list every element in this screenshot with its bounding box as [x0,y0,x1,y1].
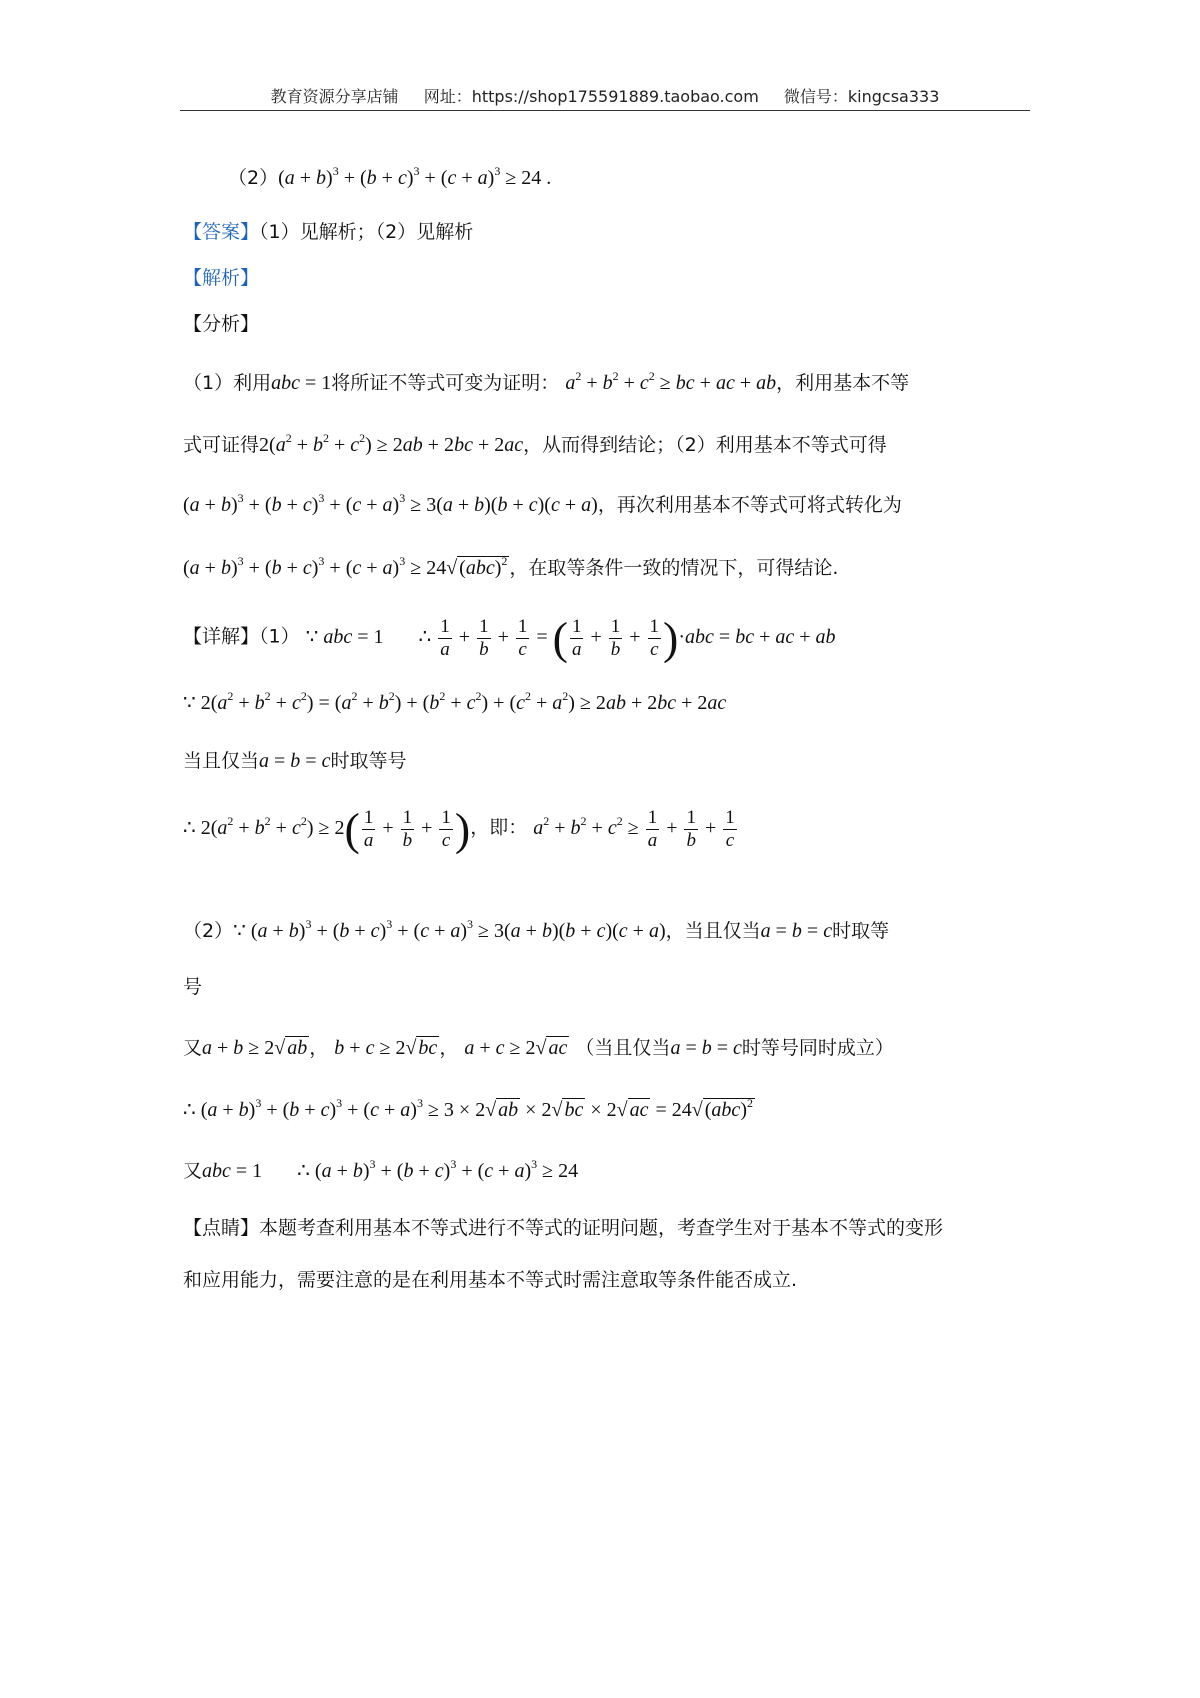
fenxi-line4: $(a + b)^3 + (b + c)^3 + (c + a)^3 \ge 24√$ (abc)$^2$ ，在取等条件一致的情况下，可得结论. [183,554,839,579]
detail-text: ，当且仅当 [665,920,761,942]
detail-text: 又 [183,1160,203,1182]
dianjing-tag: 【点睛】 [183,1217,260,1239]
detail-text: ，即： [470,816,528,839]
detail-line1: 【详解】（1） ∵ abc = 1 ∴ $\frac{1}{a}$ + $\frac{1}{b}$ + $\frac{1}{c}$ = ( $\frac{1}{a}$ + $\frac{1}{b}$ + $\frac{1}{c}$ )·abc = bc + ac + ab [183,612,836,663]
fenxi-text: （1）利用 [183,372,272,394]
answer-tag: 【答案】 [183,221,260,243]
problem-part2: $(2)(a + b)^3 + (b + c)^3 + (c + a)^3 \ge 24$ . [228,164,552,189]
dianjing-line1 [183,1216,943,1241]
detail-text: 又 [183,1037,203,1059]
fenxi-line3: $(a + b)^3 + (b + c)^3 + (c + a)^3 \ge 3(a + b)(b + c)(c + a)$，再次利用基本不等式可将式转化为 [183,491,902,516]
detail-line6: 又a + b ≥ 2√ ab ， b + c ≥ 2√ bc ， a + c ≥ 2√ ac （当且仅当a = b = c时等号同时成立） [183,1037,894,1059]
detail-text: 当且仅当 [183,750,260,772]
header-divider [180,110,1030,111]
fenxi-text: ，利用基本不等 [776,372,910,394]
detail-line2: ∵ $2(a^2 + b^2 + c^2) = (a^2 + b^2) + (b^2 + c^2) + (c^2 + a^2) \ge 2ab + 2bc + 2ac$ [183,689,727,714]
detail-text: （当且仅当 [575,1037,671,1059]
fenxi-tag: 【分析】 [183,313,260,335]
analysis-tag: 【解析】 [183,267,260,289]
detail-text: 时等号同时成立） [741,1037,894,1059]
page-header [180,84,1030,107]
dianjing-line2: 和应用能力，需要注意的是在利用基本不等式时需注意取等条件能否成立. [183,1269,798,1291]
detail-text: 时取等号 [330,750,407,772]
dianjing-text: 本题考查利用基本不等式进行不等式的证明问题，考查学生对于基本不等式的变形 [259,1217,944,1239]
detail-text: 时取等 [832,920,890,942]
wechat-id: 微信号：kingcsa333 [783,87,940,106]
detail-line4: ∴ $2(a^2 + b^2 + c^2) \ge 2$( $\frac{1}{a}$ + $\frac{1}{b}$ + $\frac{1}{c}$ )，即： $a^2 + b^2 + c^2$ ≥ $\frac{1}{a}$ + $\frac{1}{b}$ + $\frac{1}{c}$ [183,803,735,854]
shop-name: 教育资源分享店铺 [270,87,399,106]
detail-text: （2） [183,920,234,942]
fenxi-text: ，再次利用基本不等式可将式转化为 [597,494,902,516]
fenxi-text: ，从而得到结论；（2）利用基本不等式可得 [523,434,887,456]
detail-hao: 号 [183,976,203,998]
detail-line3: 当且仅当a = b = c时取等号 [183,750,407,772]
answer-line [183,220,473,245]
fenxi-text: 将所证不等式可变为证明： [331,372,560,394]
shop-url: 网址：https://shop175591889.taobao.com [423,87,759,106]
detail-text: （1） [259,625,300,648]
detail-line7: ∴ $(a + b)^3 + (b + c)^3 + (c + a)^3 \ge 3 \times 2√$ ab × 2√ bc × 2√ ac = 24√ (abc)$^2$ [183,1096,753,1121]
answer-text: （1）见解析；（2）见解析 [259,221,474,243]
detail-tag: 【详解】 [183,625,260,648]
fenxi-text: ，在取等条件一致的情况下，可得结论. [509,557,839,579]
fenxi-line1: （1）利用abc = 1将所证不等式可变为证明： $a^2 + b^2 + c^2$ ≥ bc + ac + ab，利用基本不等 [183,369,910,394]
detail-line8: 又abc = 1 ∴ $(a + b)^3 + (b + c)^3 + (c + a)^3 \ge 24$ [183,1157,579,1182]
fenxi-text: 式可证得 [183,434,260,456]
detail-line5: （2）∵ $(a + b)^3 + (b + c)^3 + (c + a)^3 \ge 3(a + b)(b + c)(c + a)$，当且仅当a = b = c时取等 [183,917,890,942]
fenxi-line2: 式可证得$2(a^2 + b^2 + c^2) \ge 2ab + 2bc + 2ac$，从而得到结论；（2）利用基本不等式可得 [183,431,887,456]
